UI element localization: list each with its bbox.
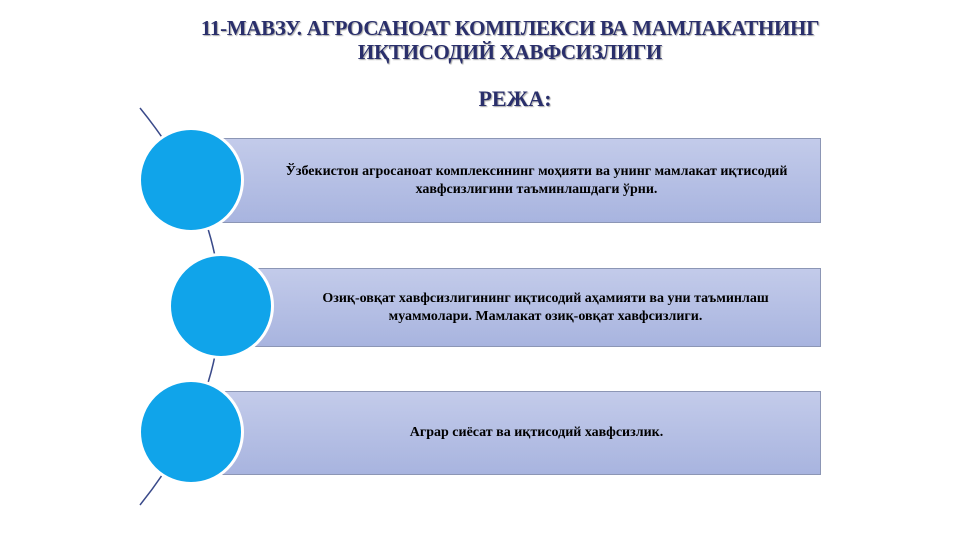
list-item-1-text: Ўзбекистон агросаноат комплексининг моҳияти ва унинг мамлакат иқтисодий хавфсизлигини таъминлашдаги ўрни. [285, 163, 788, 197]
list-item-2-text: Озиқ-овқат хавфсизлигининг иқтисодий аҳамияти ва уни таъминлаш муаммолари. Мамлакат озиқ-овқат хавфсизлиги. [322, 290, 769, 324]
list-item-3-text: Аграр сиёсат ва иқтисодий хавфсизлик. [409, 425, 664, 440]
list-item-2-box [220, 268, 821, 347]
slide-title: 11-МАВЗУ. АГРОСАНОАТ КОМПЛЕКСИ ВА МАМЛАКАТНИНГ ИҚТИСОДИЙ ХАВФСИЗЛИГИ [200, 16, 820, 64]
list-item-2-bullet [168, 253, 274, 359]
list-item-1-box [192, 138, 821, 223]
list-item-1-bullet [138, 127, 244, 233]
list-item-3-bullet [138, 379, 244, 485]
list-item-3-box [192, 391, 821, 475]
slide-subtitle: РЕЖА: [478, 86, 552, 111]
